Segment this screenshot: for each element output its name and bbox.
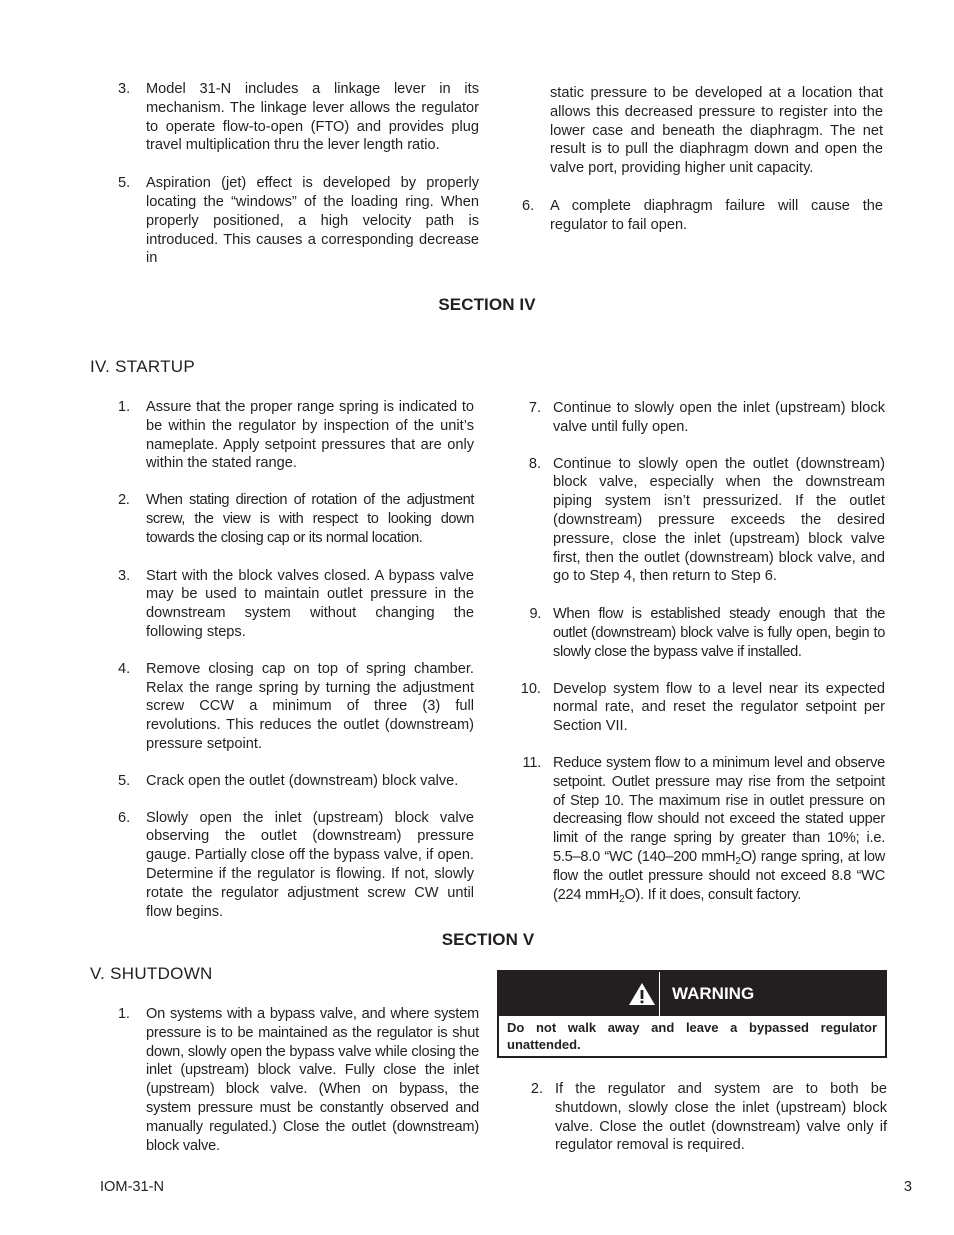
item-number: 4. bbox=[118, 660, 131, 677]
item-text: Continue to slowly open the outlet (downstream) block valve, especially when the downstream piping system isn’t pressurized. If the outlet (downstream) pressure exceeds the desired pressure, close the inlet (upstream) block valve first, then the outlet (downstream) block valve, and go to Step 4, then return to Step 6. bbox=[553, 455, 885, 585]
item-number: 5. bbox=[118, 772, 131, 789]
item-text: Start with the block valves closed. A bypass valve may be used to maintain outlet pressure in the downstream system without changing the following steps. bbox=[146, 567, 474, 640]
startup-right-column bbox=[519, 399, 885, 904]
item-text: Assure that the proper range spring is indicated to be within the regulator by inspection of the unit’s nameplate. Apply setpoint pressures that are only within the stated range. bbox=[146, 399, 474, 472]
item-number: 11. bbox=[522, 754, 541, 771]
item-number: 9. bbox=[529, 606, 541, 623]
item-number: 3. bbox=[118, 81, 131, 97]
list-item bbox=[118, 809, 474, 922]
item-number: 1. bbox=[118, 1006, 130, 1022]
list-item bbox=[522, 197, 883, 235]
item-number: 10. bbox=[520, 680, 541, 697]
top-right-column bbox=[522, 84, 883, 235]
section-title: SECTION IV bbox=[438, 295, 536, 314]
item-text: Reduce system flow to a minimum level and observe setpoint. Outlet pressure may rise from the setpoint of Step 10. The maximum rise in outlet pressure on decreasing flow should not exceed the stated upper limit of the range spring by greater than 10%; i.e. 5.5–8.0 “WC (140–200 mmH$_2$O) range spring, at low flow the outlet pressure should not exceed 8.8 “WC (224 mmH$_2$O). If it does, consult factory. bbox=[553, 754, 885, 905]
list-item bbox=[519, 754, 885, 904]
item-text: A complete diaphragm failure will cause the regulator to fail open. bbox=[550, 197, 883, 233]
list-item bbox=[519, 399, 885, 437]
section-subtitle: IV. STARTUP bbox=[90, 357, 196, 376]
item-number: 7. bbox=[528, 400, 541, 416]
list-item bbox=[118, 174, 479, 268]
section-title: SECTION V bbox=[441, 930, 535, 949]
item-text: static pressure to be developed at a location that allows this decreased pressure to register into the lower case and beneath the diaphragm. The net result is to pull the diaphragm down and open the valve port, providing higher unit capacity. bbox=[550, 85, 883, 177]
item-number: 8. bbox=[528, 455, 541, 472]
list-item bbox=[118, 491, 474, 547]
list-item bbox=[118, 567, 474, 642]
item-number: 1. bbox=[118, 399, 131, 415]
item-text: If the regulator and system are to both be shutdown, slowly close the inlet (upstream) block valve. Close the outlet (downstream) valve only if regulator removal is required. bbox=[555, 1081, 887, 1154]
item-number: 6. bbox=[118, 809, 131, 826]
warning-header bbox=[499, 972, 885, 1016]
item-number: 3. bbox=[118, 567, 131, 584]
warning-label: WARNING bbox=[672, 983, 755, 1003]
item-number: 2. bbox=[118, 492, 130, 509]
top-left-column bbox=[118, 80, 479, 268]
item-text: Model 31-N includes a linkage lever in its mechanism. The linkage lever allows the regulator to operate flow-to-open (FTO) and provides plug travel multiplication thru the lever length ratio. bbox=[146, 81, 479, 154]
item-text: On systems with a bypass valve, and where system pressure is to be maintained as the regulator is shut down, slowly open the bypass valve while closing the inlet (upstream) block valve. Fully close the inlet (upstream) block valve. (When on bypass, the system pressure must be constantly observed and manually regulated.) Close the outlet (downstream) block valve. bbox=[146, 1006, 479, 1154]
list-item bbox=[118, 660, 474, 754]
list-item bbox=[118, 1005, 479, 1155]
section-subtitle: V. SHUTDOWN bbox=[90, 964, 213, 983]
warning-text: Do not walk away and leave a bypassed regulator unattended. bbox=[507, 1020, 877, 1052]
list-item-continuation bbox=[522, 84, 883, 178]
item-text: When flow is established steady enough that the outlet (downstream) block valve is fully open, begin to slowly close the bypass valve if installed. bbox=[553, 606, 885, 660]
list-item bbox=[118, 398, 474, 473]
list-item bbox=[519, 680, 885, 736]
document-id: IOM-31-N bbox=[100, 1179, 165, 1195]
startup-left-column bbox=[118, 398, 474, 921]
warning-triangle-icon bbox=[625, 972, 660, 1016]
item-number: 5. bbox=[118, 175, 131, 192]
list-item bbox=[519, 605, 885, 661]
shutdown-left-column bbox=[118, 1005, 479, 1155]
item-text: Continue to slowly open the inlet (upstream) block valve until fully open. bbox=[553, 400, 885, 435]
list-item bbox=[118, 772, 474, 791]
item-text: Aspiration (jet) effect is developed by properly locating the “windows” of the loading ring. When properly positioned, a high velocity path is introduced. This causes a corresponding decrease in bbox=[146, 175, 479, 267]
list-item bbox=[519, 455, 885, 587]
list-item bbox=[118, 80, 479, 155]
item-text: Crack open the outlet (downstream) block valve. bbox=[146, 772, 459, 789]
list-item bbox=[521, 1080, 887, 1155]
warning-box bbox=[497, 970, 887, 1058]
shutdown-right-column bbox=[521, 1080, 887, 1155]
item-text: Slowly open the inlet (upstream) block valve observing the outlet (downstream) pressure gauge. Partially close off the bypass valve, if open. Determine if the regulator is flowing. If not, slowly rotate the regulator adjustment screw CW until flow begins. bbox=[146, 809, 474, 920]
item-text: Develop system flow to a level near its expected normal rate, and reset the regulator setpoint per Section VII. bbox=[553, 680, 885, 735]
item-text: Remove closing cap on top of spring chamber. Relax the range spring by turning the adjustment screw CCW a minimum of three (3) full revolutions. This reduces the outlet (downstream) pressure setpoint. bbox=[146, 660, 474, 752]
item-number: 2. bbox=[530, 1081, 543, 1097]
item-number: 6. bbox=[522, 197, 535, 214]
page-number: 3 bbox=[903, 1179, 912, 1195]
item-text: When stating direction of rotation of the adjustment screw, the view is with respect to looking down towards the closing cap or its normal location. bbox=[146, 492, 474, 546]
